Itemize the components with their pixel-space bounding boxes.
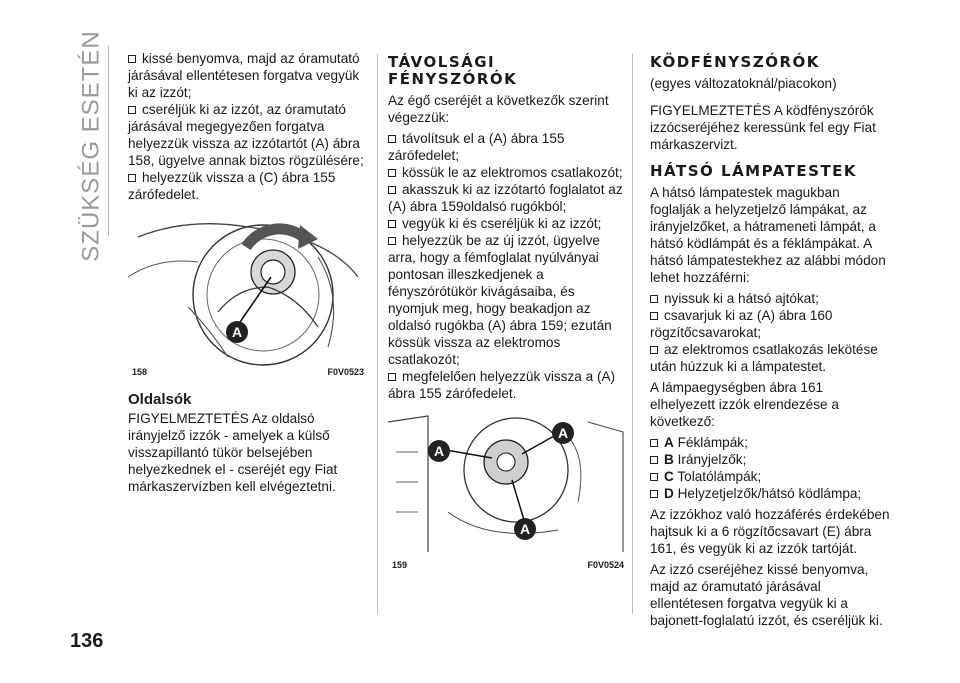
- item-text: Tolatólámpák;: [677, 469, 762, 484]
- column-1: [128, 50, 368, 499]
- item-text: Féklámpák;: [677, 435, 748, 450]
- item-key: D: [664, 486, 674, 501]
- body-paragraph: Az izzókhoz való hozzáférés érdekében hajtsuk ki a 6 rögzítőcsavart (E) ábra 161, és vegyük ki az izzók tartóját.: [650, 507, 890, 556]
- page-number: 136: [70, 630, 104, 652]
- checkbox-bullet-icon: [650, 490, 658, 498]
- item-text: Irányjelzők;: [677, 452, 747, 467]
- bullet-text: távolítsuk el a (A) ábra 155 zárófedelet;: [388, 131, 565, 163]
- bullet-text: akasszuk ki az izzótartó foglalatot az (A) ábra 159oldalsó rugókból;: [388, 182, 623, 214]
- section-title: SZÜKSÉG ESETÉN: [78, 30, 106, 262]
- checkbox-bullet-icon: [388, 373, 396, 381]
- side-divider: [108, 46, 109, 236]
- bullet-item: [128, 50, 368, 101]
- checkbox-bullet-icon: [388, 186, 396, 194]
- figure-code: F0V0523: [327, 367, 364, 377]
- column-divider: [632, 54, 633, 614]
- bullet-item: [128, 101, 368, 169]
- figure-caption: [388, 557, 628, 574]
- item-key: B: [664, 452, 674, 467]
- bullet-text: cseréljük ki az izzót, az óramutató járásával megegyezően forgatva helyezzük vissza az izzótartót (A) ábra 158, ügyelve annak biztos rögzülésére;: [128, 102, 364, 168]
- keyed-item: [650, 434, 890, 451]
- figure-number: 158: [132, 367, 148, 377]
- bullet-text: kissé benyomva, majd az óramutató járásával ellentétesen forgatva vegyük ki az izzót;: [128, 51, 360, 100]
- body-paragraph: A lámpaegységben ábra 161 elhelyezett izzók elrendezése a következő:: [650, 380, 839, 429]
- checkbox-bullet-icon: [650, 346, 658, 354]
- figure-code: F0V0524: [587, 560, 624, 570]
- high-beam-illustration: [388, 412, 628, 560]
- figure-caption: [128, 364, 368, 381]
- warning-paragraph: FIGYELMEZTETÉS A ködfényszórók izzócseréjéhez keressünk fel egy Fiat márkaszervizt.: [650, 103, 876, 152]
- checkbox-bullet-icon: [650, 295, 658, 303]
- checkbox-bullet-icon: [128, 174, 136, 182]
- checkbox-bullet-icon: [388, 237, 396, 245]
- item-key: C: [664, 469, 674, 484]
- bullet-text: kössük le az elektromos csatlakozót;: [402, 165, 623, 180]
- bullet-item: [388, 368, 628, 402]
- checkbox-bullet-icon: [650, 473, 658, 481]
- intro-paragraph: Az égő cseréjét a következők szerint végezzük:: [388, 93, 609, 125]
- checkbox-bullet-icon: [650, 439, 658, 447]
- section-heading: Oldalsók: [128, 391, 192, 408]
- column-3: [650, 50, 890, 633]
- column-divider: [377, 54, 378, 614]
- headlamp-illustration: [128, 217, 368, 367]
- warning-paragraph: FIGYELMEZTETÉS Az oldalsó irányjelző izzók - amelyek a külső visszapillantó tükör belsejében helyezkednek el - cseréjét egy Fiat márkaszervízben kell elvégeztetni.: [128, 411, 338, 494]
- bullet-item: [650, 307, 890, 341]
- keyed-item: [650, 485, 890, 502]
- callout-a: A: [552, 422, 574, 444]
- figure-158: [128, 217, 368, 381]
- keyed-item: [650, 468, 890, 485]
- checkbox-bullet-icon: [128, 106, 136, 114]
- bullet-text: vegyük ki és cseréljük ki az izzót;: [402, 216, 602, 231]
- bullet-text: nyissuk ki a hátsó ajtókat;: [664, 291, 819, 306]
- bullet-item: [128, 169, 368, 203]
- callout-a: A: [226, 321, 248, 343]
- callout-a: A: [514, 518, 536, 540]
- bullet-text: csavarjuk ki az (A) ábra 160 rögzítőcsavarokat;: [650, 308, 833, 340]
- checkbox-bullet-icon: [388, 135, 396, 143]
- checkbox-bullet-icon: [388, 169, 396, 177]
- checkbox-bullet-icon: [650, 456, 658, 464]
- checkbox-bullet-icon: [128, 55, 136, 63]
- bullet-item: [388, 164, 628, 181]
- body-paragraph: A hátsó lámpatestek magukban foglalják a helyzetjelző lámpákat, az irányjelzőket, a hátrameneti lámpát, a hátsó ködlámpát és a féklámpákat. A hátsó lámpatestekhez az alábbi módon lehet hozzáférni:: [650, 185, 886, 285]
- bullet-text: helyezzük be az új izzót, ügyelve arra, hogy a fémfoglalat nyúlványai pontosan illeszkedjenek a fényszórótükör kivágásaiba, és nyomjuk meg, hogy beakadjon az oldalsó rugókba (A) ábra 159; ezután kössük vissza az elektromos csatlakozót;: [388, 233, 612, 367]
- checkbox-bullet-icon: [650, 312, 658, 320]
- bullet-item: [388, 130, 628, 164]
- section-heading: KÖDFÉNYSZÓRÓK: [650, 53, 820, 71]
- item-text: Helyzetjelzők/hátsó ködlámpa;: [677, 486, 862, 501]
- item-key: A: [664, 435, 674, 450]
- keyed-item: [650, 451, 890, 468]
- bullet-text: az elektromos csatlakozás lekötése után húzzuk ki a lámpatestet.: [650, 342, 878, 374]
- column-2: [388, 50, 628, 574]
- body-paragraph: Az izzó cseréjéhez kissé benyomva, majd az óramutató járásával ellentétesen forgatva vegyük ki a bajonett-foglalatú izzót, és cseréljük ki.: [650, 562, 883, 628]
- section-side-tab: [72, 30, 112, 262]
- bullet-text: megfelelően helyezzük vissza a (A) ábra 155 zárófedelet.: [388, 369, 616, 401]
- bullet-item: [388, 181, 628, 215]
- section-heading: TÁVOLSÁGI FÉNYSZÓRÓK: [388, 53, 518, 88]
- callout-a: A: [428, 440, 450, 462]
- figure-number: 159: [392, 560, 408, 570]
- bullet-item: [388, 215, 628, 232]
- variant-note: (egyes változatoknál/piacokon): [650, 76, 837, 91]
- bullet-text: helyezzük vissza a (C) ábra 155 zárófedelet.: [128, 170, 336, 202]
- checkbox-bullet-icon: [388, 220, 396, 228]
- bullet-item: [388, 232, 628, 368]
- bullet-item: [650, 341, 890, 375]
- bullet-item: [650, 290, 890, 307]
- section-heading: HÁTSÓ LÁMPATESTEK: [650, 162, 858, 180]
- figure-159: [388, 412, 628, 574]
